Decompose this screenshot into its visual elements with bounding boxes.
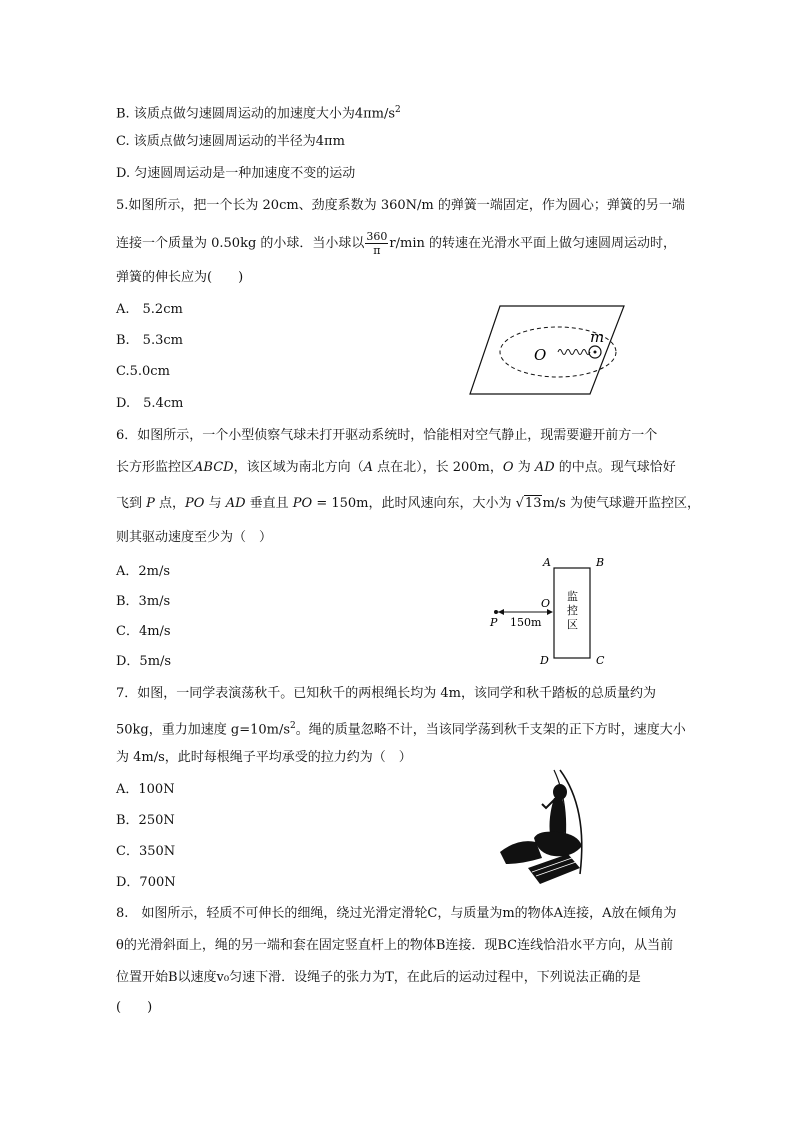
q6-label-p: P xyxy=(490,616,498,629)
q6-option-c: C．4m/s xyxy=(116,624,171,639)
q6-zone-char-2: 控 xyxy=(567,604,578,617)
q5-spring-figure xyxy=(468,302,628,398)
q5-option-b: B. 5.3cm xyxy=(116,333,183,348)
q6-monitor-zone-figure xyxy=(484,552,614,668)
q6-label-c: C xyxy=(596,654,605,667)
q8-stem-line4: ( ) xyxy=(116,1000,153,1015)
q4-option-c: C. 该质点做匀速圆周运动的半径为4πm xyxy=(116,134,345,149)
q5-speed-fraction: $\frac{360}{\pi}$ xyxy=(366,230,388,257)
q5-stem-line3: 弹簧的伸长应为( ) xyxy=(116,270,244,285)
q6-sqrt-value: 13 xyxy=(524,496,542,511)
q5-stem-line2: 连接一个质量为 0.50kg 的小球．当小球以 $\frac{360}{\pi}$ r/min 的转速在光滑水平面上做匀速圆周运动时， xyxy=(116,230,677,257)
q6-stem-line1: 6．如图所示，一个小型侦察气球未打开驱动系统时，恰能相对空气静止，现需要避开前方一个 xyxy=(116,428,658,443)
q8-stem-line3: 位置开始B以速度v₀匀速下滑．设绳子的张力为T，在此后的运动过程中，下列说法正确的是 xyxy=(116,970,641,985)
q6-stem-line3: 飞到 P 点，PO 与 AD 垂直且 PO = 150m，此时风速向东，大小为 √13m/s 为使气球避开监控区， xyxy=(116,496,700,511)
q7-option-c: C．350N xyxy=(116,844,176,859)
q6-stem-line2: 长方形监控区ABCD，该区域为南北方向（A 点在北），长 200m，O 为 AD 的中点。现气球恰好 xyxy=(116,460,676,475)
q7-stem-line2: 50kg，重力加速度 $g=10m/s^2$。绳的质量忽略不计，当该同学荡到秋千支架的正下方时，速度大小 xyxy=(116,721,686,738)
q6-option-d: D．5m/s xyxy=(116,654,172,669)
q8-stem-line1: 8. 如图所示，轻质不可伸长的细绳，绕过光滑定滑轮C，与质量为m的物体A连接，A放在倾角为 xyxy=(116,906,677,921)
q6-zone-char-1: 监 xyxy=(567,590,578,603)
q4-option-b: B. 该质点做匀速圆周运动的加速度大小为$4\pi m/s^2$ xyxy=(116,105,401,122)
q7-option-a: A．100N xyxy=(116,782,175,797)
q8-stem-line2: θ的光滑斜面上，绳的另一端和套在固定竖直杆上的物体B连接．现BC连线恰沿水平方向，从当前 xyxy=(116,938,674,953)
q6-option-a: A．2m/s xyxy=(116,564,171,579)
q7-stem-line3: 为 4m/s，此时每根绳子平均承受的拉力约为（ ） xyxy=(116,750,412,765)
q6-label-a: A xyxy=(543,556,551,569)
q7-swing-figure xyxy=(498,768,604,888)
q7-option-d: D．700N xyxy=(116,875,176,890)
q5-stem-line1: 5.如图所示，把一个长为 20cm、劲度系数为 360N/m 的弹簧一端固定，作为圆心；弹簧的另一端 xyxy=(116,198,685,213)
q6-label-d: D xyxy=(540,654,549,667)
q5-option-d: D. 5.4cm xyxy=(116,396,184,411)
q5-option-a: A. 5.2cm xyxy=(116,302,183,317)
q6-label-o: O xyxy=(541,597,551,610)
q5-option-c: C.5.0cm xyxy=(116,364,170,379)
q5-label-m: m xyxy=(590,328,605,346)
q6-option-b: B．3m/s xyxy=(116,594,171,609)
q6-zone-char-3: 区 xyxy=(567,618,578,631)
q4-option-d: D. 匀速圆周运动是一种加速度不变的运动 xyxy=(116,166,356,181)
q6-stem-line4: 则其驱动速度至少为（ ） xyxy=(116,530,273,545)
q6-distance-label: 150m xyxy=(510,616,542,629)
q6-label-b: B xyxy=(596,556,605,569)
q7-option-b: B．250N xyxy=(116,813,175,828)
q5-label-o: O xyxy=(534,346,547,364)
q7-stem-line1: 7．如图，一同学表演荡秋千。已知秋千的两根绳长均为 4m，该同学和秋千踏板的总质量约为 xyxy=(116,686,657,701)
